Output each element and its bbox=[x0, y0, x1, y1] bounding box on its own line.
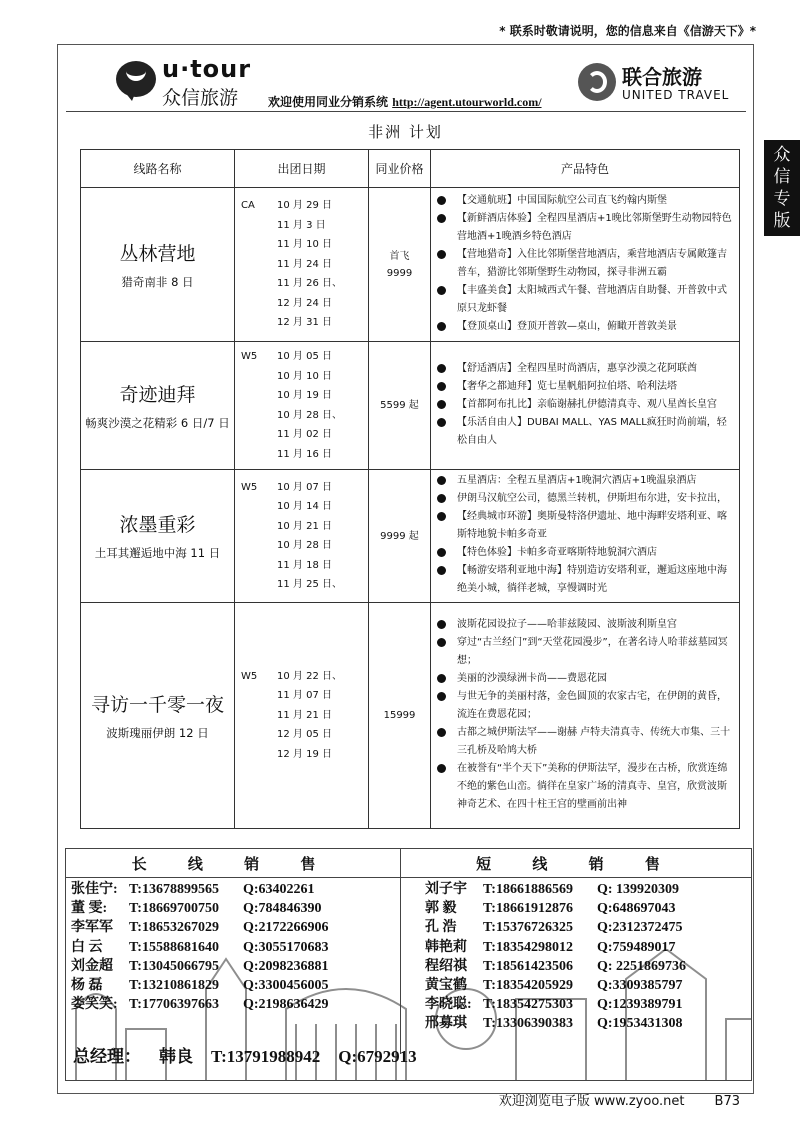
airline-spacer bbox=[241, 517, 277, 537]
departure-date: 11 月 10 日 bbox=[277, 239, 332, 251]
airline-spacer bbox=[241, 406, 277, 426]
feature-item bbox=[437, 472, 734, 490]
departure-date: 11 月 3 日 bbox=[277, 219, 326, 231]
price-line: 15999 bbox=[383, 710, 416, 721]
contact-tel: T:17706397663 bbox=[129, 997, 219, 1013]
feature-text: 【畅游安塔利亚地中海】特别造访安塔利亚，邂逅这座地中海绝美小城，徜徉老城，享慢调时光 bbox=[457, 565, 727, 594]
bullet-icon bbox=[437, 674, 446, 683]
feature-text: 伊朗马汉航空公司，德黑兰转机，伊斯坦布尔进，安卡拉出， bbox=[457, 493, 727, 504]
bullet-icon bbox=[437, 286, 446, 295]
contact-tel: T:13678899565 bbox=[129, 882, 219, 897]
route-name: 浓墨重彩 bbox=[119, 514, 196, 536]
contact-qq: Q:1239389791 bbox=[597, 997, 683, 1013]
departure-date: 12 月 05 日 bbox=[277, 729, 332, 741]
route-name: 寻访一千零一夜 bbox=[90, 693, 224, 716]
footer bbox=[0, 1090, 740, 1109]
airline-spacer bbox=[241, 497, 277, 517]
price-cell bbox=[369, 342, 431, 470]
contact-row bbox=[425, 880, 686, 899]
departure-date: 11 月 25 日、 bbox=[277, 579, 342, 590]
contact-row bbox=[71, 995, 329, 1014]
feature-item bbox=[437, 616, 734, 634]
feature-text: 【丰盛美食】太阳城西式午餐、营地酒店自助餐、开普敦中式原只龙虾餐 bbox=[457, 284, 727, 314]
airline-spacer bbox=[241, 725, 277, 745]
bullet-icon bbox=[437, 476, 446, 485]
dates-cell bbox=[235, 603, 369, 829]
feature-text: 五星酒店：全程五星酒店+1晚洞穴酒店+1晚温泉酒店 bbox=[457, 475, 697, 486]
airline-spacer bbox=[241, 313, 277, 333]
departure-date: 10 月 22 日、 bbox=[277, 670, 342, 682]
route-cell bbox=[81, 603, 235, 829]
contact-qq: Q:784846390 bbox=[243, 901, 322, 917]
contact-tel: T:18354205929 bbox=[483, 978, 573, 994]
departure-date: 11 月 21 日 bbox=[277, 709, 332, 721]
routes-table bbox=[80, 149, 740, 829]
feature-text: 古都之城伊斯法罕——谢赫 卢特夫清真寺、传统大市集、三十三孔桥及哈鸠大桥 bbox=[457, 726, 731, 756]
departure-date-row bbox=[241, 294, 368, 314]
airline-spacer bbox=[241, 235, 277, 255]
airline-code: W5 bbox=[241, 351, 258, 362]
airline-code: W5 bbox=[241, 481, 258, 493]
side-tab-char: 信 bbox=[773, 167, 791, 187]
contact-qq: Q:3055170683 bbox=[243, 939, 329, 955]
price-line: 首飞 bbox=[389, 250, 410, 262]
feature-item bbox=[437, 760, 734, 814]
col-header-price: 同业价格 bbox=[369, 150, 431, 188]
price-line: 5599 起 bbox=[380, 400, 419, 411]
departure-date: 12 月 19 日 bbox=[277, 748, 332, 760]
footer-text: 欢迎浏览电子版 www.zyoo.net bbox=[498, 1094, 685, 1109]
manager-tel: T:13791988942 bbox=[211, 1047, 321, 1066]
bullet-icon bbox=[437, 214, 446, 223]
feature-text: 【新鲜酒店体验】全程四星酒店+1晚比邻斯堡野生动物园特色营地酒+1晚酒乡特色酒店 bbox=[457, 212, 732, 242]
contact-row bbox=[71, 880, 329, 899]
utour-logo bbox=[116, 55, 266, 109]
route-name: 奇迹迪拜 bbox=[119, 383, 196, 406]
departure-date-row bbox=[241, 445, 368, 465]
table-row bbox=[81, 470, 740, 603]
departure-date-row bbox=[241, 425, 368, 445]
feature-text: 在被誉有“半个天下”美称的伊斯法罕，漫步在古桥，欣赏连绵不绝的紫色山峦。徜徉在皇家广场的清真寺、皇宫，欣赏波斯神奇艺术、在四十柱王宫的壁画前出神 bbox=[457, 762, 728, 810]
contact-row bbox=[71, 976, 329, 995]
sales-column-divider bbox=[400, 849, 401, 1054]
contact-qq: Q:2172266906 bbox=[243, 920, 329, 936]
contact-tel: T:18561423506 bbox=[483, 958, 573, 974]
welcome-line bbox=[268, 93, 542, 110]
features-cell bbox=[431, 603, 740, 829]
contact-name: 李军军 bbox=[71, 920, 113, 936]
sales-panel bbox=[65, 848, 752, 1081]
contact-qq: Q:2098236881 bbox=[243, 958, 329, 974]
departure-date-row bbox=[241, 536, 368, 556]
contact-row bbox=[425, 976, 686, 995]
contact-qq: Q:63402261 bbox=[243, 882, 315, 897]
feature-text: 【乐活自由人】DUBAI MALL、YAS MALL疯狂时尚前端，轻松自由人 bbox=[457, 416, 727, 446]
departure-date-row bbox=[241, 478, 368, 498]
airline-spacer bbox=[241, 294, 277, 314]
manager-qq: Q:6792913 bbox=[338, 1047, 417, 1066]
airline-spacer bbox=[241, 425, 277, 445]
departure-date: 10 月 19 日 bbox=[277, 390, 332, 401]
feature-item bbox=[437, 562, 734, 598]
airline-spacer bbox=[241, 556, 277, 576]
feature-text: 美丽的沙漠绿洲卡尚——费恩花园 bbox=[457, 672, 607, 684]
route-cell bbox=[81, 188, 235, 342]
feature-item bbox=[437, 192, 734, 210]
features-cell bbox=[431, 342, 740, 470]
route-name: 丛林营地 bbox=[119, 242, 196, 265]
bullet-icon bbox=[437, 196, 446, 205]
feature-text: 【登顶桌山】登顶开普敦—桌山，俯瞰开普敦美景 bbox=[457, 320, 677, 332]
contact-name: 杨 磊 bbox=[71, 978, 103, 994]
contact-name: 邢募琪 bbox=[425, 1016, 467, 1032]
airline-spacer bbox=[241, 536, 277, 556]
price-line: 9999 bbox=[386, 267, 413, 279]
contact-qq: Q:759489017 bbox=[597, 939, 676, 955]
contact-row bbox=[425, 1014, 686, 1033]
departure-date-row bbox=[241, 216, 368, 236]
contact-name: 刘金超 bbox=[71, 958, 113, 974]
feature-item bbox=[437, 378, 734, 396]
header bbox=[58, 45, 753, 113]
manager-label: 总经理： bbox=[73, 1047, 141, 1066]
departure-date: 10 月 14 日 bbox=[277, 501, 332, 512]
airline-spacer bbox=[241, 575, 277, 595]
contact-tel: T:18354298012 bbox=[483, 939, 573, 955]
table-row bbox=[81, 342, 740, 470]
route-cell bbox=[81, 470, 235, 603]
dates-cell bbox=[235, 188, 369, 342]
departure-date-row bbox=[241, 575, 368, 595]
feature-item bbox=[437, 210, 734, 246]
departure-date: 12 月 31 日 bbox=[277, 317, 332, 329]
bullet-icon bbox=[437, 692, 446, 701]
welcome-text: 欢迎使用同业分销系统 bbox=[268, 95, 389, 109]
bullet-icon bbox=[437, 728, 446, 737]
departure-date: 10 月 05 日 bbox=[277, 351, 332, 362]
col-header-features: 产品特色 bbox=[431, 150, 740, 188]
departure-date: 11 月 24 日 bbox=[277, 258, 332, 270]
features-cell bbox=[431, 470, 740, 603]
contact-row bbox=[71, 899, 329, 918]
departure-date-row bbox=[241, 725, 368, 745]
departure-date-row bbox=[241, 255, 368, 275]
feature-text: 【舒适酒店】全程四星时尚酒店，惠享沙漠之花阿联酋 bbox=[457, 362, 697, 374]
contact-name: 黄宝鹤 bbox=[425, 978, 467, 994]
departure-date-row bbox=[241, 706, 368, 726]
united-travel-en: UNITED TRAVEL bbox=[622, 88, 730, 102]
features-cell bbox=[431, 188, 740, 342]
departure-date-row bbox=[241, 386, 368, 406]
contact-row bbox=[425, 995, 686, 1014]
departure-date-row bbox=[241, 667, 368, 687]
route-cell bbox=[81, 342, 235, 470]
bullet-icon bbox=[437, 638, 446, 647]
bullet-icon bbox=[437, 548, 446, 557]
airline-spacer bbox=[241, 274, 277, 294]
departure-date-row bbox=[241, 347, 368, 367]
feature-item bbox=[437, 414, 734, 450]
feature-text: 穿过“古兰经门”到“天堂花园漫步”，在著名诗人哈菲兹墓园冥想； bbox=[457, 636, 728, 666]
contact-row bbox=[71, 938, 329, 957]
departure-date-row bbox=[241, 686, 368, 706]
contact-name: 刘子宇 bbox=[425, 882, 467, 897]
bullet-icon bbox=[437, 512, 446, 521]
page-number: B73 bbox=[714, 1094, 740, 1109]
contact-qq: Q:3300456005 bbox=[243, 978, 329, 994]
departure-date: 11 月 26 日、 bbox=[277, 278, 342, 290]
price-cell bbox=[369, 188, 431, 342]
departure-date: 10 月 29 日 bbox=[277, 200, 332, 212]
departure-date: 11 月 07 日 bbox=[277, 690, 332, 702]
contact-name: 程绍祺 bbox=[425, 958, 467, 974]
departure-date-row bbox=[241, 406, 368, 426]
contact-tel: T:13210861829 bbox=[129, 978, 219, 994]
feature-text: 波斯花园设拉子——哈菲兹陵园、波斯波利斯皇宫 bbox=[457, 618, 677, 630]
feature-text: 【交通航班】中国国际航空公司直飞约翰内斯堡 bbox=[457, 194, 667, 206]
bullet-icon bbox=[437, 764, 446, 773]
departure-date-row bbox=[241, 196, 368, 216]
contact-name: 孔 浩 bbox=[425, 920, 457, 936]
col-header-route: 线路名称 bbox=[81, 150, 235, 188]
side-tab bbox=[764, 140, 800, 236]
contact-qq: Q:2198636429 bbox=[243, 997, 329, 1013]
contact-qq: Q:2312372475 bbox=[597, 920, 683, 936]
departure-date: 11 月 16 日 bbox=[277, 448, 332, 460]
united-travel-cn: 联合旅游 bbox=[622, 65, 702, 89]
contact-row bbox=[425, 938, 686, 957]
route-subtitle: 波斯瑰丽伊朗 12 日 bbox=[106, 725, 209, 740]
table-row bbox=[81, 603, 740, 829]
page-title: 非洲 计划 bbox=[368, 123, 443, 141]
bullet-icon bbox=[437, 400, 446, 409]
departure-date-row bbox=[241, 497, 368, 517]
departure-date: 11 月 18 日 bbox=[277, 559, 332, 571]
contact-name: 李晓聪: bbox=[425, 997, 472, 1013]
price-cell bbox=[369, 470, 431, 603]
departure-date: 10 月 28 日、 bbox=[277, 409, 342, 421]
side-tab-char: 众 bbox=[773, 145, 791, 165]
contact-name: 张佳宁: bbox=[71, 882, 118, 897]
airline-spacer bbox=[241, 445, 277, 465]
feature-item bbox=[437, 724, 734, 760]
dates-cell bbox=[235, 470, 369, 603]
feature-item bbox=[437, 490, 734, 508]
short-line-contacts bbox=[425, 880, 686, 1034]
feature-item bbox=[437, 360, 734, 378]
departure-date-row bbox=[241, 367, 368, 387]
agent-link[interactable]: http://agent.utourworld.com/ bbox=[392, 95, 542, 109]
departure-date: 10 月 07 日 bbox=[277, 481, 332, 493]
sales-header-divider bbox=[66, 877, 752, 878]
airline-spacer bbox=[241, 686, 277, 706]
manager-name: 韩良 bbox=[159, 1047, 193, 1066]
contact-tel: T:18653267029 bbox=[129, 920, 219, 936]
feature-item bbox=[437, 508, 734, 544]
airline-spacer bbox=[241, 255, 277, 275]
contact-tel: T:18354275303 bbox=[483, 997, 573, 1013]
contact-row bbox=[425, 957, 686, 976]
header-divider bbox=[66, 111, 746, 112]
feature-item bbox=[437, 670, 734, 688]
united-travel-ring-icon bbox=[578, 63, 616, 101]
contact-qq: Q:1953431308 bbox=[597, 1016, 683, 1032]
feature-text: 【首都阿布扎比】亲临谢赫扎伊德清真寺、观八星酋长皇宫 bbox=[457, 398, 717, 410]
contact-name: 娄笑笑: bbox=[71, 997, 118, 1013]
feature-text: 与世无争的美丽村落，金色圆顶的农家古宅，在伊朗的黄昏，流连在费恩花园； bbox=[457, 690, 727, 720]
feature-text: 【经典城市环游】奥斯曼特洛伊遗址、地中海畔安塔利亚、喀斯特地貌卡帕多奇亚 bbox=[457, 511, 727, 540]
utour-logo-en: u·tour bbox=[162, 55, 252, 83]
contact-tel: T:18669700750 bbox=[129, 901, 219, 917]
bullet-icon bbox=[437, 620, 446, 629]
contact-qq: Q: 139920309 bbox=[597, 882, 680, 897]
general-manager bbox=[73, 1042, 435, 1067]
bullet-icon bbox=[437, 322, 446, 331]
long-line-sales-title: 长 线 销 售 bbox=[131, 855, 334, 873]
feature-item bbox=[437, 282, 734, 318]
departure-date-row bbox=[241, 313, 368, 333]
contact-tel: T:18661886569 bbox=[483, 882, 573, 897]
contact-name: 郭 毅 bbox=[425, 901, 457, 917]
contact-name: 韩艳莉 bbox=[425, 939, 467, 955]
route-subtitle: 畅爽沙漠之花精彩 6 日/7 日 bbox=[85, 415, 230, 430]
airline-spacer bbox=[241, 745, 277, 765]
side-tab-char: 版 bbox=[773, 211, 791, 231]
contact-row bbox=[425, 918, 686, 937]
feature-text: 【奢华之都迪拜】览七星帆船阿拉伯塔、哈利法塔 bbox=[457, 380, 677, 392]
contact-tel: T:15376726325 bbox=[483, 920, 573, 936]
departure-date-row bbox=[241, 517, 368, 537]
airline-code: W5 bbox=[241, 670, 258, 682]
bullet-icon bbox=[437, 382, 446, 391]
departure-date: 10 月 10 日 bbox=[277, 370, 332, 382]
contact-row bbox=[425, 899, 686, 918]
airline-spacer bbox=[241, 216, 277, 236]
route-subtitle: 猎奇南非 8 日 bbox=[121, 274, 194, 289]
table-row bbox=[81, 188, 740, 342]
departure-date-row bbox=[241, 274, 368, 294]
bullet-icon bbox=[437, 566, 446, 575]
feature-text: 【营地猎奇】入住比邻斯堡营地酒店，乘营地酒店专属敞篷吉普车，猎游比邻斯堡野生动物园，探寻非洲五霸 bbox=[457, 248, 727, 278]
contact-tel: T:13306390383 bbox=[483, 1016, 573, 1032]
dates-cell bbox=[235, 342, 369, 470]
departure-date-row bbox=[241, 556, 368, 576]
feature-item bbox=[437, 396, 734, 414]
contact-tel: T:13045066795 bbox=[129, 958, 219, 974]
departure-date: 10 月 28 日 bbox=[277, 540, 332, 551]
bullet-icon bbox=[437, 494, 446, 503]
contact-tel: T:18661912876 bbox=[483, 901, 573, 917]
utour-smile-icon bbox=[116, 61, 156, 97]
departure-date: 12 月 24 日 bbox=[277, 297, 332, 309]
long-line-contacts bbox=[71, 880, 329, 1014]
feature-text: 【特色体验】卡帕多奇亚喀斯特地貌洞穴酒店 bbox=[457, 547, 657, 558]
contact-name: 董 雯: bbox=[71, 901, 108, 917]
feature-item bbox=[437, 688, 734, 724]
price-cell bbox=[369, 603, 431, 829]
contact-qq: Q:648697043 bbox=[597, 901, 676, 917]
utour-logo-cn: 众信旅游 bbox=[162, 87, 239, 109]
departure-date-row bbox=[241, 745, 368, 765]
contact-tel: T:15588681640 bbox=[129, 939, 219, 955]
airline-spacer bbox=[241, 706, 277, 726]
price-line: 9999 起 bbox=[380, 530, 419, 542]
united-travel-logo bbox=[578, 61, 738, 107]
route-subtitle: 土耳其邂逅地中海 11 日 bbox=[94, 546, 221, 560]
departure-date: 10 月 21 日 bbox=[277, 520, 332, 532]
airline-spacer bbox=[241, 367, 277, 387]
feature-item bbox=[437, 246, 734, 282]
top-note: * 联系时敬请说明，您的信息来自《信游天下》* bbox=[499, 24, 756, 38]
airline-spacer bbox=[241, 386, 277, 406]
contact-row bbox=[71, 957, 329, 976]
contact-qq: Q: 2251869736 bbox=[597, 958, 687, 974]
table-header-row bbox=[81, 150, 740, 188]
departure-date-row bbox=[241, 235, 368, 255]
feature-item bbox=[437, 634, 734, 670]
side-tab-char: 专 bbox=[773, 189, 791, 209]
feature-item bbox=[437, 318, 734, 336]
airline-code: CA bbox=[241, 200, 255, 212]
bullet-icon bbox=[437, 364, 446, 373]
departure-date: 11 月 02 日 bbox=[277, 429, 332, 440]
short-line-sales-title: 短 线 销 售 bbox=[476, 855, 678, 873]
contact-name: 白 云 bbox=[71, 939, 103, 955]
contact-row bbox=[71, 918, 329, 937]
col-header-dates: 出团日期 bbox=[235, 150, 369, 188]
bullet-icon bbox=[437, 418, 446, 427]
contact-qq: Q:3309385797 bbox=[597, 978, 683, 994]
feature-item bbox=[437, 544, 734, 562]
bullet-icon bbox=[437, 250, 446, 259]
